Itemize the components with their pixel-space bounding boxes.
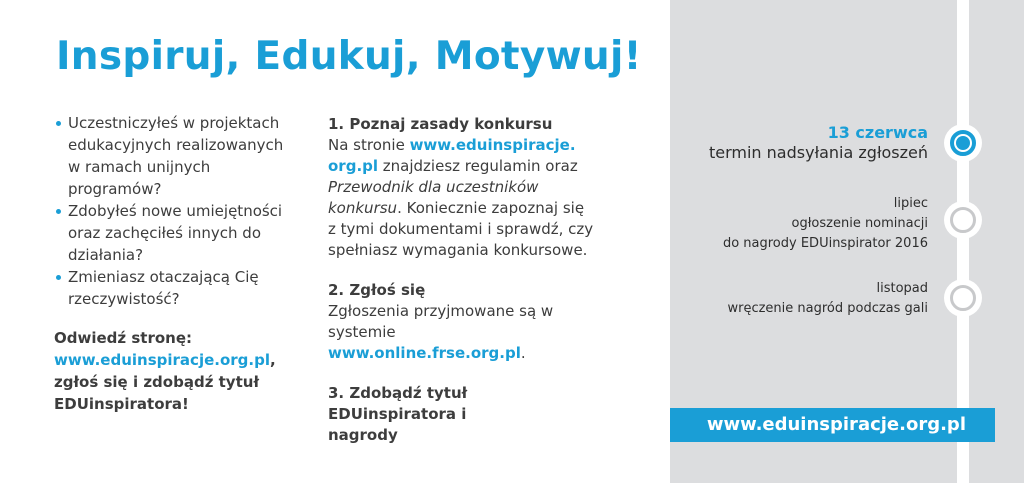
question-list xyxy=(54,112,294,310)
event-text: do nagrody EDUinspirator 2016 xyxy=(722,236,928,251)
website-link[interactable]: www.eduinspiracje. xyxy=(409,136,576,154)
step-3-heading: 3. Zdobądź tytuł EDUinspiratora i nagrody xyxy=(328,384,468,444)
event-text: wręczenie nagród podczas gali xyxy=(727,301,928,316)
event-date: 13 czerwca xyxy=(827,123,928,142)
visit-rest: zgłoś się i zdobądź tytuł EDUinspiratora! xyxy=(54,373,260,413)
step-1-heading: 1. Poznaj zasady konkursu xyxy=(328,115,553,133)
text: Zgłoszenia przyjmowane są w systemie xyxy=(328,302,554,341)
website-link-cont[interactable]: org.pl xyxy=(328,157,379,175)
list-item: Zdobyłeś nowe umiejętności oraz zachęciłeś innych do działania? xyxy=(54,200,294,266)
steps-column xyxy=(328,114,596,446)
text: . Koniecznie zapoznaj się z tymi dokumentami i sprawdź, czy spełniasz wymagania konkursowe. xyxy=(328,199,594,259)
visit-call xyxy=(54,327,294,415)
event-text: ogłoszenie nominacji xyxy=(791,216,928,231)
guide-title: Przewodnik dla uczestników konkursu xyxy=(328,178,539,217)
text: Na stronie xyxy=(328,136,410,154)
event-date: lipiec xyxy=(893,196,928,211)
punct: . xyxy=(520,344,526,362)
timeline-event-3 xyxy=(727,279,928,319)
page-title: Inspiruj, Edukuj, Motywuj! xyxy=(56,34,642,79)
list-item: Zmieniasz otaczającą Cię rzeczywistość? xyxy=(54,266,294,310)
visit-label: Odwiedź stronę: xyxy=(54,329,193,347)
timeline-event-2 xyxy=(723,194,928,254)
footer-website-link[interactable]: www.eduinspiracje.org.pl xyxy=(670,408,995,442)
timeline-node-icon xyxy=(944,201,982,239)
event-date: listopad xyxy=(876,281,928,296)
punct: , xyxy=(269,351,276,369)
timeline-node-icon xyxy=(944,279,982,317)
website-link[interactable]: www.eduinspiracje.org.pl xyxy=(54,351,270,369)
online-system-link[interactable]: www.online.frse.org.pl xyxy=(328,344,521,362)
list-item: Uczestniczyłeś w projektach edukacyjnych realizowanych w ramach unijnych programów? xyxy=(54,112,294,200)
step-2-heading: 2. Zgłoś się xyxy=(328,281,426,299)
timeline-event-1 xyxy=(709,123,928,163)
event-text: termin nadsyłania zgłoszeń xyxy=(708,143,928,162)
step-1-text xyxy=(328,135,596,261)
timeline-node-active-icon xyxy=(944,124,982,162)
intro-column xyxy=(54,112,294,415)
text: znajdziesz regulamin oraz xyxy=(378,157,578,175)
step-2-text xyxy=(328,301,596,364)
